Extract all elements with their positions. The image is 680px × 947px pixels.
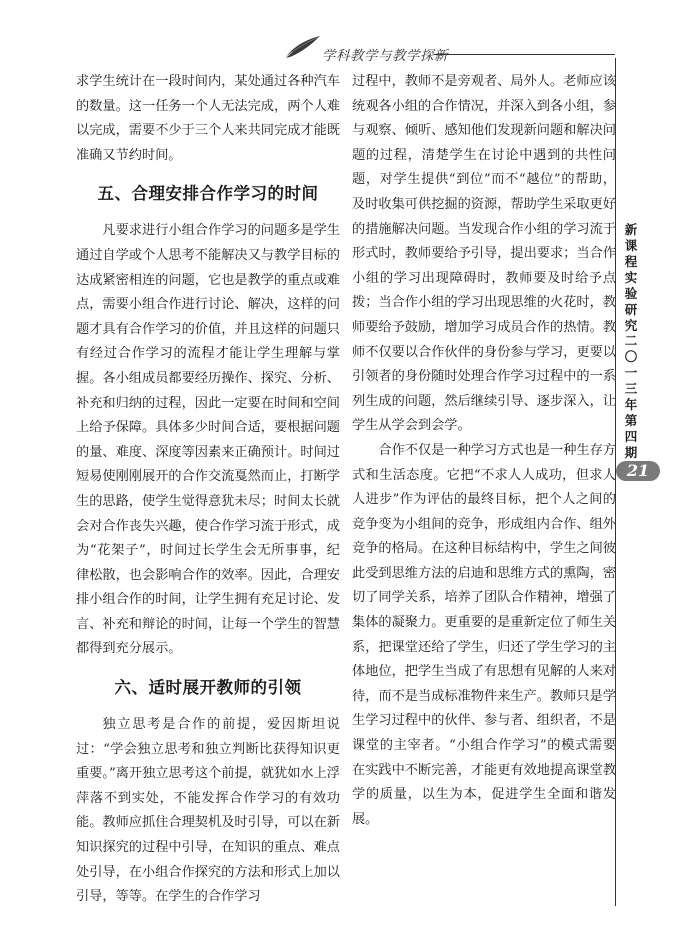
paragraph: 独立思考是合作的前提，爱因斯坦说过：“学会独立思考和独立判断比获得知识更重要。”离开独立思考这个前提，就犹如水上浮萍落不到实处，不能发挥合作学习的有效功能。教师应抓住合理契机及时引导，可以在新知识探究的过程中引导，在知识的重点、难点处引导，在小组合作探究的方法和形式上加以引导，等等。在学生的合作学习 [76,717,340,905]
header-rule [434,54,615,55]
sidebar-char: 第 [624,413,638,428]
sidebar-char: 新 [624,222,638,237]
issue-label [623,333,639,461]
paragraph: 过程中，教师不是旁观者、局外人。老师应该统观各小组的合作情况，并深入到各小组，参与观察、倾听、感知他们发现新问题和解决问题的过程，清楚学生在讨论中遇到的共性问题，对学生提供“到位”而不“越位”的帮助，及时收集可供挖掘的资源，帮助学生采取更好的措施解决问题。当发现合作小组的学习流于形式时，教师要给予引导，提出要求；当合作小组的学习出现障碍时，教师要及时给予点拨；当合作小组的学习出现思维的火花时，教师要给予鼓励，增加学习成员合作的热情。教师不仅要以合作伙伴的身份参与学习，更要以引领者的身份随时处理合作学习过程中的一系列生成的问题，然后继续引导、逐步深入，让学生从学会到会学。 [352,74,616,434]
paragraph: 合作不仅是一种学习方式也是一种生存方式和生活态度。它把“不求人人成功，但求人人进步”作为评估的最终目标，把个人之间的竞争变为小组间的竞争，形成组内合作、组外竞争的格局。在这种目标结构中，学生之间彼此受到思维方法的启迪和思维方式的熏陶，密切了同学关系，培养了团队合作精神，增强了集体的凝聚力。更重要的是重新定位了师生关系，把课堂还给了学生，归还了学生学习的主体地位，把学生当成了有思想有见解的人来对待，而不是当成标准物件来生产。教师只是学生学习过程中的伙伴、参与者、组织者，不是课堂的主宰者。“小组合作学习”的模式需要在实践中不断完善，才能更有效地提高课堂教学的质量，以生为本，促进学生全面和谐发展。 [352,442,616,827]
sidebar-char: 程 [624,254,638,269]
paragraph: 凡要求进行小组合作学习的问题多是学生通过自学或个人思考不能解决又与教学目标的达成紧密相连的问题，它也是教学的重点或难点，需要小组合作进行讨论、解决，这样的问题才具有合作学习的价值，并且这样的问题只有经过合作学习的流程才能让学生理解与掌握。各小组成员都要经历操作、探究、分析、补充和归纳的过程，因此一定要在时间和空间上给予保障。具体多少时间合适，要根据问题的量、难度、深度等因素来正确预计。时间过短易使刚刚展开的合作交流戛然而止，打断学生的思路，使学生觉得意犹未尽；时间太长就会对合作丧失兴趣，使合作学习流于形式，成为“花架子”，时间过长学生会无所事事，纪律松散，也会影响合作的效率。因此，合理安排小组合作的时间，让学生拥有充足讨论、发言、补充和辩论的时间，让每一个学生的智慧都得到充分展示。 [76,223,340,657]
sidebar-char: 究 [624,318,638,333]
sidebar-char: 四 [624,429,638,444]
sidebar-char: 三 [624,381,638,396]
paragraph: 求学生统计在一段时间内，某处通过各种汽车的数量。这一任务一个人无法完成，两个人难以完成，需要不少于三个人来共同完成才能既准确又节约时间。 [76,74,340,163]
sidebar-char: 一 [624,365,638,380]
right-column [352,70,616,832]
sidebar-rule [615,58,616,906]
sidebar-char: 实 [624,270,638,285]
sidebar-char: 期 [624,445,638,460]
sidebar-char: 二 [624,333,638,348]
page-number: 21 [616,461,660,481]
sidebar-char: 研 [624,302,638,317]
section-heading-6: 六、适时展开教师的引领 [114,678,302,698]
sidebar-char: 验 [624,286,638,301]
section-title: 学科教学与教学探新 [322,48,448,64]
sidebar-char: 课 [624,238,638,253]
page-header [0,0,680,70]
quill-pen-icon [282,34,322,60]
journal-name [623,222,639,334]
sidebar-char: 〇 [624,349,638,364]
section-heading-5: 五、合理安排合作学习的时间 [97,184,319,204]
sidebar-char: 年 [624,397,638,412]
left-column [76,70,340,910]
